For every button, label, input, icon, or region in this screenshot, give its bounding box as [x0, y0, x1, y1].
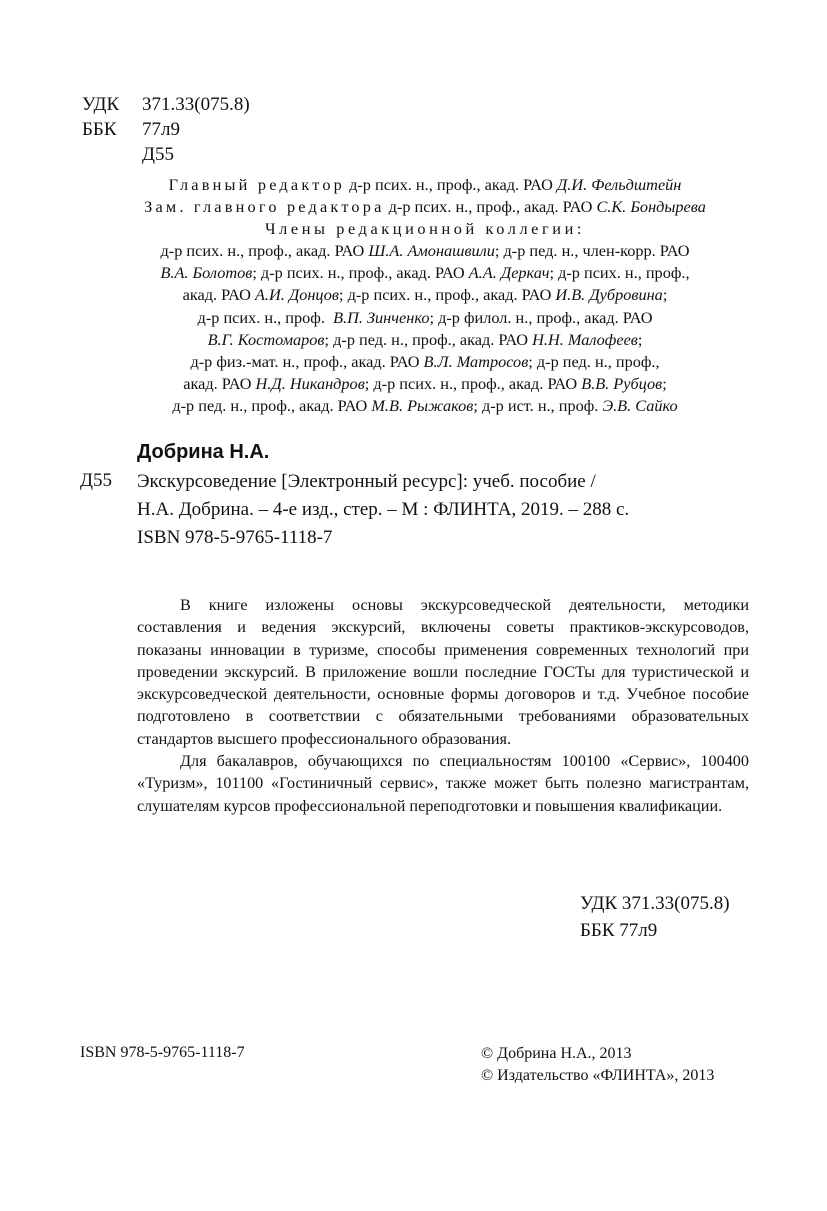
- bib-edition-line: Н.А. Добрина. – 4-е изд., стер. – М : ФЛИНТА, 2019. – 288 с.: [137, 499, 630, 520]
- member-text: д-р пед. н., проф., акад. РАО: [172, 395, 372, 415]
- isbn: ISBN 978-5-9765-1118-7: [80, 1044, 245, 1061]
- member-text: ; д-р ист. н., проф.: [473, 395, 603, 415]
- author-sign: Д55: [142, 144, 174, 165]
- bibliographic-record: [137, 468, 629, 552]
- deputy-name: С.К. Бондырева: [596, 197, 706, 217]
- members-line: [60, 262, 790, 284]
- members-line: [60, 373, 790, 395]
- author-code: Д55: [80, 470, 112, 491]
- chief-editor-line: [60, 174, 790, 196]
- bottom-classification: [580, 890, 730, 944]
- members-line: [60, 240, 790, 262]
- deputy-role: Зам. главного редактора: [144, 197, 385, 217]
- chief-text: д-р псих. н., проф., акад. РАО: [349, 175, 557, 194]
- bottom-udk: УДК 371.33(075.8): [580, 893, 730, 914]
- member-text: ; д-р псих. н., проф.,: [549, 263, 690, 283]
- member-name: Н.Д. Никандров: [255, 373, 365, 393]
- bib-title-line: Экскурсоведение [Электронный ресурс]: учеб. пособие /: [137, 471, 596, 492]
- deputy-editor-line: [60, 196, 790, 218]
- member-text: ; д-р пед. н., проф., акад. РАО: [324, 329, 533, 349]
- copyright-publisher: © Издательство «ФЛИНТА», 2013: [481, 1067, 715, 1084]
- member-name: В.А. Болотов: [160, 263, 253, 283]
- members-line: [60, 329, 790, 351]
- member-text: ; д-р псих. н., проф., акад. РАО: [252, 263, 469, 283]
- members-line: [60, 284, 790, 306]
- member-text: ; д-р псих. н., проф., акад. РАО: [338, 285, 556, 305]
- chief-name: Д.И. Фельдштейн: [556, 175, 682, 194]
- member-text: ; д-р пед. н., проф.,: [528, 351, 660, 371]
- member-name: И.В. Дубровина: [555, 285, 663, 305]
- member-name: А.И. Донцов: [254, 285, 339, 305]
- member-text: ;: [637, 329, 643, 349]
- members-line: [60, 307, 790, 329]
- member-text: ; д-р филол. н., проф., акад. РАО: [429, 307, 653, 327]
- member-text: ; д-р пед. н., член-корр. РАО: [494, 241, 690, 261]
- member-name: М.В. Рыжаков: [371, 395, 474, 415]
- bottom-bbk: ББК 77л9: [580, 920, 658, 941]
- member-name: В.Л. Матросов: [423, 351, 529, 371]
- member-name: А.А. Деркач: [468, 263, 550, 283]
- member-name: В.В. Рубцов: [581, 373, 663, 393]
- annotation: [137, 594, 749, 817]
- member-text: акад. РАО: [182, 285, 255, 305]
- book-author: Добрина Н.А.: [137, 441, 270, 463]
- annotation-paragraph: В книге изложены основы экскурсоведческой деятельности, методики составления и ведения экскурсий, включены советы практиков-экскурсоводов, показаны инновации в туризме, способы применения современных технологий при проведении экскурсий. В приложение вошли последние ГОСТы для туристической и экскурсоведческой деятельности, основные формы договоров и т.д. Учебное пособие подготовлено в соответствии с обязательными требованиями образовательных стандартов высшего профессионального образования.: [137, 596, 749, 748]
- member-text: д-р псих. н., проф., акад. РАО: [160, 241, 369, 261]
- deputy-text: д-р псих. н., проф., акад. РАО: [388, 197, 597, 217]
- member-name: В.Г. Костомаров: [207, 329, 325, 349]
- members-heading: Члены редакционной коллегии:: [264, 219, 586, 239]
- bbk-label: ББК: [82, 119, 117, 140]
- editorial-board: [60, 174, 790, 417]
- member-text: д-р физ.-мат. н., проф., акад. РАО: [190, 351, 424, 371]
- chief-role: Главный редактор: [168, 175, 345, 194]
- udk-value: 371.33(075.8): [142, 94, 250, 115]
- member-name: Э.В. Сайко: [602, 395, 678, 415]
- member-text: д-р псих. н., проф.: [197, 307, 334, 327]
- members-line: [60, 395, 790, 417]
- copyright-author: © Добрина Н.А., 2013: [481, 1045, 632, 1062]
- members-line: [60, 351, 790, 373]
- copyright-block: [481, 1043, 714, 1087]
- udk-label: УДК: [82, 94, 120, 115]
- member-name: В.П. Зинченко: [333, 307, 430, 327]
- udk-block: [82, 92, 250, 167]
- member-name: Н.Н. Малофеев: [532, 329, 638, 349]
- member-name: Ш.А. Амонашвили: [368, 241, 495, 261]
- member-text: акад. РАО: [183, 373, 256, 393]
- bbk-value: 77л9: [142, 119, 180, 140]
- member-text: ;: [662, 285, 668, 305]
- member-text: ;: [662, 373, 667, 393]
- member-text: ; д-р псих. н., проф., акад. РАО: [364, 373, 582, 393]
- annotation-paragraph: Для бакалавров, обучающихся по специальностям 100100 «Сервис», 100400 «Туризм», 101100 «Гостиничный сервис», также может быть полезно магистрантам, слушателям курсов профессиональной переподготовки и повышения квалификации.: [137, 752, 749, 815]
- bib-isbn-line: ISBN 978-5-9765-1118-7: [137, 527, 333, 548]
